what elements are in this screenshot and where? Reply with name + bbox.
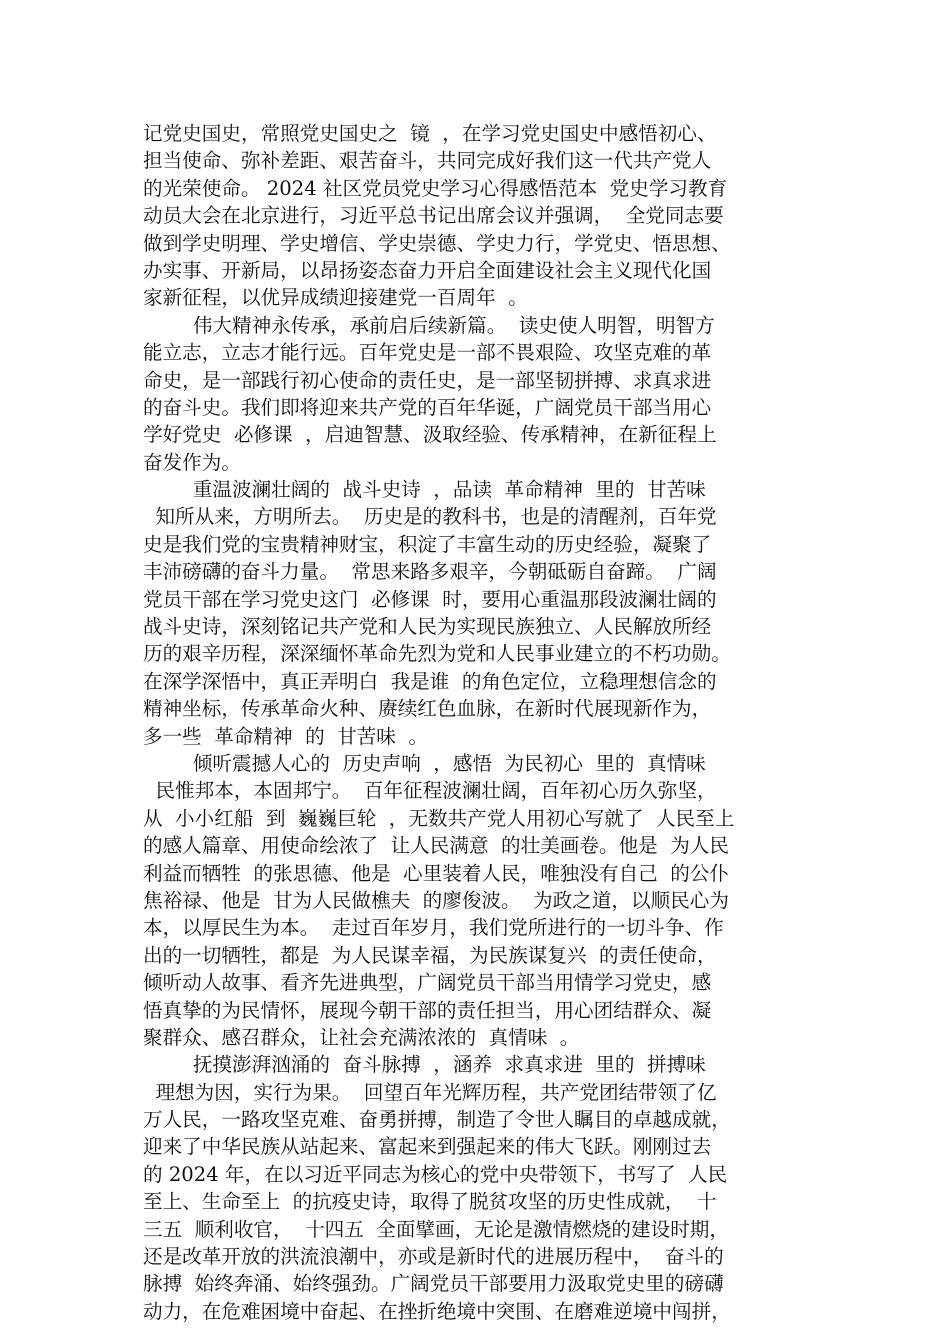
- text-line: 悟真挚的为民情怀，展现今朝干部的责任担当，用心团结群众、凝: [143, 998, 712, 1022]
- text-line: 史是我们党的宝贵精神财宝，积淀了丰富生动的历史经验，凝聚了: [143, 532, 712, 556]
- text-line: 万人民，一路攻坚克难、奋勇拼搏，制造了令世人瞩目的卓越成就，: [143, 1108, 731, 1132]
- text-line: 多一些 革命精神 的 甘苦味 。: [143, 724, 428, 748]
- text-line: 从 小小红船 到 巍巍巨轮 ，无数共产党人用初心写就了 人民至上: [143, 806, 735, 830]
- text-line: 的光荣使命。 2024 社区党员党史学习心得感悟范本 党史学习教育: [143, 176, 728, 200]
- document-body: [143, 120, 819, 1325]
- text-line: 民惟邦本，本固邦宁。 百年征程波澜壮阔，百年初心历久弥坚，: [143, 779, 717, 803]
- text-line: 担当使命、弥补差距、艰苦奋斗，共同完成好我们这一代共产党人: [143, 149, 712, 173]
- text-line: 重温波澜壮阔的 战斗史诗 ，品读 革命精神 里的 甘苦味: [143, 478, 706, 502]
- text-line: 还是改革开放的洪流浪潮中，亦或是新时代的进展历程中， 奋斗的: [143, 1245, 724, 1269]
- text-line: 抚摸澎湃汹涌的 奋斗脉搏 ，涵养 求真求进 里的 拼搏味: [143, 1053, 706, 1077]
- text-line: 利益而牺牲 的张思德、他是 心里装着人民，唯独没有自己 的公仆: [143, 861, 729, 885]
- text-line: 动力，在危难困境中奋起、在挫折绝境中突围、在磨难逆境中闯拼，: [143, 1299, 731, 1323]
- text-line: 理想为因，实行为果。 回望百年光辉历程，共产党团结带领了亿: [143, 1080, 717, 1104]
- text-line: 出的一切牺牲，都是 为人民谋幸福，为民族谋复兴 的责任使命，: [143, 943, 717, 967]
- text-line: 至上、生命至上 的抗疫史诗，取得了脱贫攻坚的历史性成就， 十: [143, 1190, 717, 1214]
- text-line: 记党史国史，常照党史国史之 镜 ，在学习党史国史中感悟初心、: [143, 122, 717, 145]
- text-line: 知所从来，方明所去。 历史是的教科书，也是的清醒剂，百年党: [143, 505, 717, 529]
- text-line: 聚群众、感召群众，让社会充满浓浓的 真情味 。: [143, 1025, 580, 1049]
- text-line: 三五 顺利收官， 十四五 全面擘画，无论是激情燃烧的建设时期，: [143, 1217, 729, 1241]
- text-line: 历的艰辛历程，深深缅怀革命先烈为党和人民事业建立的不朽功勋。: [143, 642, 731, 666]
- text-line: 学好党史 必修课 ，启迪智慧、汲取经验、传承精神，在新征程上: [143, 423, 717, 447]
- text-line: 党员干部在学习党史这门 必修课 时，要用心重温那段波澜壮阔的: [143, 587, 717, 611]
- text-line: 动员大会在北京进行，习近平总书记出席会议并强调， 全党同志要: [143, 204, 724, 228]
- text-line: 的奋斗史。我们即将迎来共产党的百年华诞，广阔党员干部当用心: [143, 395, 712, 419]
- text-line: 战斗史诗，深刻铭记共产党和人民为实现民族独立、人民解放所经: [143, 615, 712, 639]
- text-line: 迎来了中华民族从站起来、富起来到强起来的伟大飞跃。刚刚过去: [143, 1135, 712, 1159]
- text-line: 在深学深悟中，真正弄明白 我是谁 的角色定位，立稳理想信念的: [143, 669, 717, 693]
- text-line: 家新征程，以优异成绩迎接建党一百周年 。: [143, 286, 528, 310]
- text-line: 的 2024 年，在以习近平同志为核心的党中央带领下，书写了 人民: [143, 1162, 728, 1186]
- text-line: 倾听动人故事、看齐先进典型，广阔党员干部当用情学习党史，感: [143, 971, 712, 995]
- text-line: 脉搏 始终奔涌、始终强劲。广阔党员干部要用力汲取党史里的磅礴: [143, 1272, 724, 1296]
- text-line: 命史，是一部践行初心使命的责任史，是一部坚韧拼搏、求真求进: [143, 368, 712, 392]
- text-line: 办实事、开新局，以昂扬姿态奋力开启全面建设社会主义现代化国: [143, 258, 712, 282]
- text-line: 倾听震撼人心的 历史声响 ，感悟 为民初心 里的 真情味: [143, 751, 706, 775]
- text-line: 丰沛磅礴的奋斗力量。 常思来路多艰辛，今朝砥砺自奋蹄。 广阔: [143, 560, 717, 584]
- text-line: 做到学史明理、学史增信、学史崇德、学史力行，学党史、悟思想、: [143, 231, 731, 255]
- text-line: 精神坐标，传承革命火种、赓续红色血脉，在新时代展现新作为，: [143, 697, 712, 721]
- text-line: 的感人篇章、用使命绘浓了 让人民满意 的壮美画卷。他是 为人民: [143, 834, 729, 858]
- text-line: 本，以厚民生为本。 走过百年岁月，我们党所进行的一切斗争、作: [143, 916, 724, 940]
- text-line: 焦裕禄、他是 甘为人民做樵夫 的廖俊波。 为政之道，以顺民心为: [143, 888, 729, 912]
- text-line: 奋发作为。: [143, 450, 241, 474]
- text-line: 伟大精神永传承，承前启后续新篇。 读史使人明智，明智方: [143, 313, 715, 337]
- text-line: 能立志，立志才能行远。百年党史是一部不畏艰险、攻坚克难的革: [143, 341, 712, 365]
